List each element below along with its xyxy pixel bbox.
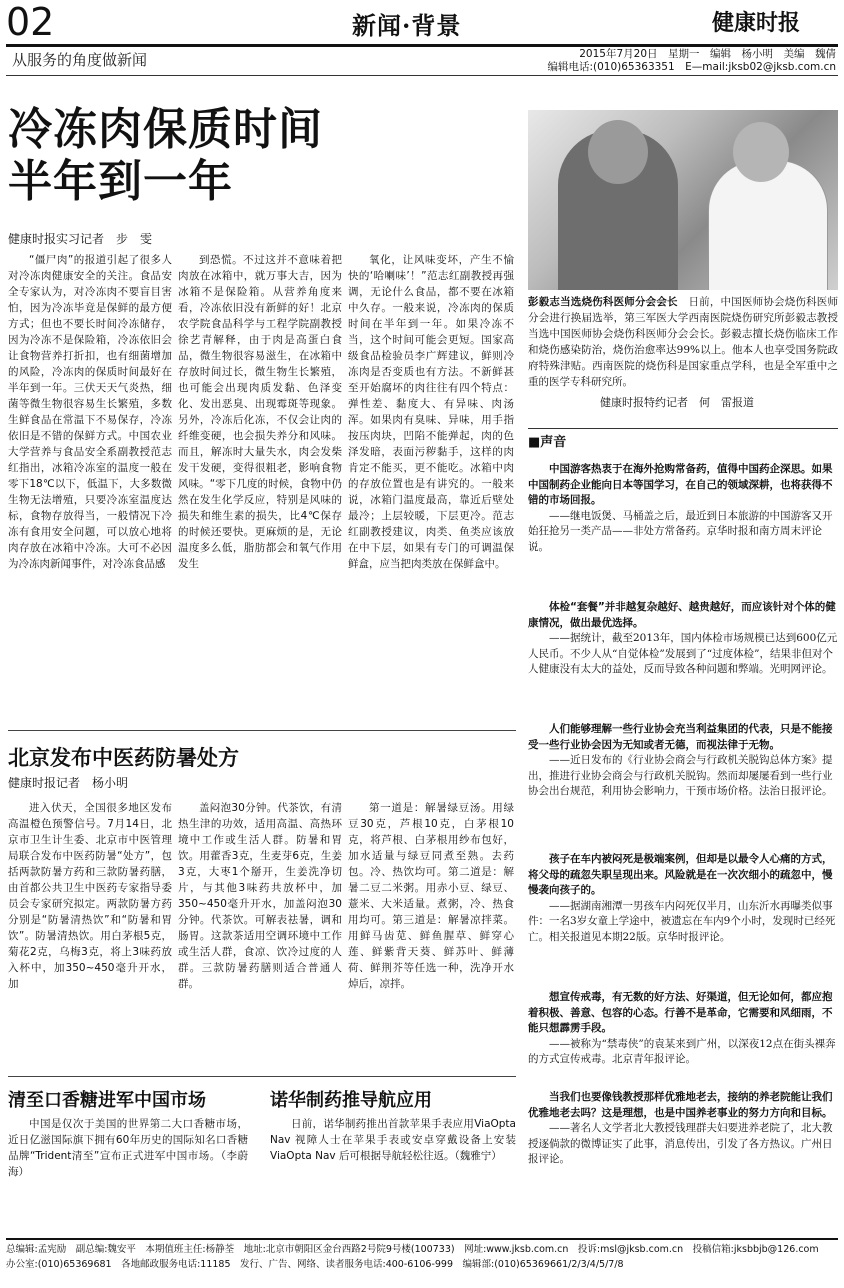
gum-headline: 清至口香糖进军中国市场	[8, 1090, 206, 1111]
lead-headline-line1: 冷冻肉保质时间	[8, 104, 323, 155]
voice-item-title: 当我们也要像钱教授那样优雅地老去，接纳的养老院能让我们优雅地老去吗？这是理想，也是中国养老事业的努力方向和目标。	[528, 1091, 833, 1119]
masthead-meta	[547, 48, 836, 74]
voice-item	[528, 1090, 838, 1168]
gum-body	[8, 1116, 248, 1228]
lead-column-3	[348, 252, 514, 726]
voice-item-body: ——近日发布的《行业协会商会与行政机关脱钩总体方案》提出，推进行业协会商会与行政机关脱钩。然而却屡屡看到一些行业协会出台规范，利用协会影响力，干预市场价格。法治日报评论。	[528, 754, 833, 797]
lead-column-1-text: “僵尸肉”的报道引起了很多人对冷冻肉健康安全的关注。食品安全专家认为，对冷冻肉不要盲目害怕，因为冷冻毕竟是保鲜的最方便方式；但也不要长时间冷冻储存，因为冷冻不是保险箱，冷冻依旧会让食物营养打折扣，也有细菌增加的风险，冷冻肉的保质时间最好在半年到一年。三伏天天气炎热，细菌等微生物很容易生长繁殖，多数生鲜食品在常温下不易保存，冷冻依旧是不错的保鲜方式。中国农业大学营养与食品安全系副教授范志红指出，冰箱冷冻室的温度一般在零下18℃以下，低温下，大多数微生物无法增殖，只要冷冻室温度达标，食物存放得当，一般情况下冷冻有食用安全问题，可以放心地将肉存放在冰箱中冷冻。大可不必因为冷冻肉新闻事件，对冷冻食品感	[8, 254, 172, 570]
lead-byline: 健康时报实习记者 步 雯	[8, 232, 153, 246]
tcm-headline: 北京发布中医药防暑处方	[8, 746, 239, 770]
photo-doctor-head	[733, 122, 789, 182]
footer-imprint	[6, 1238, 838, 1272]
slogan: 从服务的角度做新闻	[12, 51, 148, 69]
section-divider	[8, 730, 516, 731]
header-rule	[6, 44, 838, 47]
brand-logo: 健康时报	[712, 10, 801, 36]
voice-item	[528, 852, 838, 945]
tcm-column-2-text: 盖闷泡30分钟。代茶饮，有清热生津的功效，适用高温、高热环境中工作或生活人群。防暑和胃饮。用藿香3克，生麦芽6克，生姜3克，大枣1个掰开，生姜洗净切片，与其他3味药共放杯中，加350~450毫升开水，加盖闷泡30分钟。代茶饮。可解表祛暑，调和肠胃。这款茶适用空调环境中工作或生活人群，食凉、饮冷过度的人群。三款防暑药膳则适合普通人群。	[178, 802, 342, 990]
voice-item-title: 人们能够理解一些行业协会充当利益集团的代表，只是不能接受一些行业协会因为无知或者无德，而视法律于无物。	[528, 723, 833, 751]
section-divider	[8, 1076, 516, 1077]
photo-caption	[528, 294, 838, 390]
voice-item-title: 想宣传戒毒，有无数的好方法、好渠道，但无论如何，都应抱着积极、善意、包容的心态。行善不是革命，它需要和风细雨，不能只想霹雳手段。	[528, 991, 833, 1034]
voice-item-title: 孩子在车内被闷死是极端案例，但却是以最令人心痛的方式，将父母的疏忽失职呈现出来。风险就是在一次次细小的疏忽中，慢慢袭向孩子的。	[528, 853, 833, 896]
voice-item-body: ——著名人文学者北大教授钱理群夫妇要进养老院了，北大教授逐倘款的微博证实了此事，消息传出，引发了各方热议。广州日报评论。	[528, 1122, 833, 1165]
editor-email[interactable]: E—mail:jksb02@jksb.com.cn	[685, 61, 836, 73]
news-photo	[528, 110, 838, 290]
voice-item-body: ——继电饭煲、马桶盖之后，最近到日本旅游的中国游客又开始狂抢另一类产品——非处方常备药。京华时报和南方周末评论说。	[528, 509, 833, 553]
voice-item	[528, 600, 838, 678]
lead-column-1	[8, 252, 172, 726]
voice-item-body: ——被称为“禁毒侠”的袁某来到广州，以深夜12点在街头裸奔的方式宣传戒毒。北京青年报评论。	[528, 1037, 836, 1065]
lead-column-3-text: 氧化，让风味变坏，产生不愉快的‘哈喇味’！”范志红副教授再强调，无论什么食品，都不要在冰箱中久存。一般来说，冷冻肉的保质时间在半年到一年。如果冷冻不当，这个时间可能会更短。国家高级食品检验员李广辉建议，鲜则冷冻肉是否变质也有方法。不新鲜甚至开始腐坏的肉往往有四个特点：弹性差、黏度大、有异味、肉汤浑。如果肉有臭味、异味，用手指按压肉块，凹陷不能弹起，肉的色泽发暗，表面污秽黏手，这样的肉肯定不能买，更不能吃。冰箱中肉的存放位置也是有讲究的。一般来说，冰箱门温度最高，靠近后壁处最冷；上层较暖，下层更冷。范志红副教授建议，肉类、鱼类应该放在中下层，如果有专门的可调温保鲜盒，应当把肉类放在保鲜盒中。	[348, 254, 514, 570]
voice-item	[528, 462, 838, 555]
voice-item-title: 体检“套餐”并非越复杂越好、越贵越好，而应该针对个体的健康情况，做出最优选择。	[528, 601, 836, 629]
lead-column-2-text: 到恐慌。不过这并不意味着把肉放在冰箱中，就万事大吉，因为冰箱不是保险箱。从营养角度来看，冷冻依旧没有新鲜的好！北京农学院食品科学与工程学院副教授徐艺青解释，由于肉是高蛋白食品，微生物很容易滋生，在冰箱中存放时间过长，微生物生长繁殖，也可能会出现肉质发黏、色泽变化、发出恶臭、出现霉斑等现象。另外，冷冻后化冻，不仅会让肉的纤维变硬，也会损失养分和风味。而且，解冻时大量失水，肉会发柴发干发硬，变得很粗老，影响食物风味。“零下几度的时候，食物中仍然在发生化学反应，特别是风味的损失和维生素的损失，比4℃保存的时候还要快。更麻烦的是，无论温度多么低，脂肪都会和氧气作用发生	[178, 254, 342, 570]
caption-byline: 健康时报特约记者 何 雷报道	[600, 396, 754, 409]
novartis-headline: 诺华制药推导航应用	[270, 1090, 432, 1111]
caption-body: 日前，中国医师协会烧伤科医师分会进行换届选举，第三军医大学西南医院烧伤研究所彭毅志教授当选中国医师协会烧伤科医师分会会长。彭毅志擅长烧伤临床工作和烧伤感染防治，烧伤治愈率达99%以上。他本人也享受国务院政府特殊津贴。西南医院的烧伤科是国家重点学科，也是全军重中之重的医学专科研究所。	[528, 296, 839, 388]
lead-headline-line2: 半年到一年	[8, 156, 233, 207]
page-number: 02	[6, 0, 55, 44]
tcm-column-1-text: 进入伏天，全国很多地区发布高温橙色预警信号。7月14日，北京市卫生计生委、北京市中医管理局联合发布中医药防暑“处方”，包括两款防暑方药和三款防暑药膳，由首都公共卫生中医药专家指导委员会专家研究拟定。两款防暑方药分别是“防暑清热饮”和“防暑和胃饮”。防暑清热饮。用白茅根5克，菊花2克，乌梅3克，将上3味药放入杯中，加350~450毫升开水，加	[8, 802, 172, 990]
footer-line-2: 办公室:(010)65369681 各地邮政服务电话:11185 发行、广告、网络、读者服务电话:400-6106-999 编辑部:(010)65369661/2/3/4/5/7/8	[6, 1259, 624, 1270]
tcm-column-2	[178, 800, 342, 1070]
editor-phone: 编辑电话:(010)65363351	[547, 61, 675, 73]
voice-item	[528, 722, 838, 800]
caption-title: 彭毅志当选烧伤科医师分会会长	[528, 296, 678, 308]
voices-header: ■声音	[528, 428, 838, 450]
tcm-column-3-text: 第一道是：解暑绿豆汤。用绿豆30克，芦根10克，白茅根10克，将芦根、白茅根用纱布包好，加水适量与绿豆同煮至熟。去药包。冷、热饮均可。第二道是：解暑二豆二米粥。用赤小豆、绿豆、薏米、大米适量。煮粥，冷、热食用均可。第三道是：解暑凉拌菜。用鲜马齿苋、鲜鱼腥草、鲜穿心莲、鲜紫背天葵、鲜苏叶、鲜薄荷、鲜荆芥等任选一种，洗净开水焯后，凉拌。	[348, 802, 514, 990]
date-editors: 2015年7月20日 星期一 编辑 杨小明 美编 魏倩	[579, 48, 836, 60]
tcm-column-1	[8, 800, 172, 1070]
footer-line-1: 总编辑:孟宪励 副总编:魏安平 本期值班主任:杨静荃 地址:北京市朝阳区金台西路2号院9号楼(100733) 网址:www.jksb.com.cn 投诉:msl@jksb.com.cn 投稿信箱:jksbbjb@126.com	[6, 1244, 819, 1255]
voice-item	[528, 990, 838, 1068]
gum-body-text: 中国是仅次于美国的世界第二大口香糖市场，近日亿滋国际旗下拥有60年历史的国际知名口香糖品牌“Trident清至”宣布正式进军中国市场。（李蔚海）	[8, 1118, 248, 1178]
voice-item-body: ——据统计，截至2013年，国内体检市场规模已达到600亿元人民币。不少人从“自觉体检”发展到了“过度体检”，结果非但对个人健康没有太大的益处，反而导致各种问题和弊端。光明网评论。	[528, 632, 838, 675]
lead-headline	[8, 104, 323, 208]
tcm-byline: 健康时报记者 杨小明	[8, 776, 129, 790]
contact-line	[547, 61, 836, 74]
photo-patient-head	[588, 120, 648, 184]
voice-item-body: ——据湖南湘潭一男孩车内闷死仅半月，山东沂水再曝类似事件：一名3岁女童上学途中，被遗忘在车内9个小时，发现时已经死亡。相关报道见本期22版。京华时报评论。	[528, 899, 836, 943]
tcm-column-3	[348, 800, 514, 1070]
novartis-body	[270, 1116, 516, 1228]
section-title: 新闻·背景	[352, 11, 462, 40]
lead-column-2	[178, 252, 342, 726]
novartis-body-text: 日前，诺华制药推出首款苹果手表应用ViaOpta Nav 视障人士在苹果手表或安卓穿戴设备上安装 ViaOpta Nav 后可根据导航轻松往返。（魏雅宁）	[270, 1118, 516, 1162]
masthead-rule	[6, 75, 838, 76]
voice-item-title: 中国游客热衷于在海外抢购常备药，值得中国药企深思。如果中国制药企业能向日本等国学习，在自己的领域深耕，也将获得不错的市场回报。	[528, 463, 833, 506]
